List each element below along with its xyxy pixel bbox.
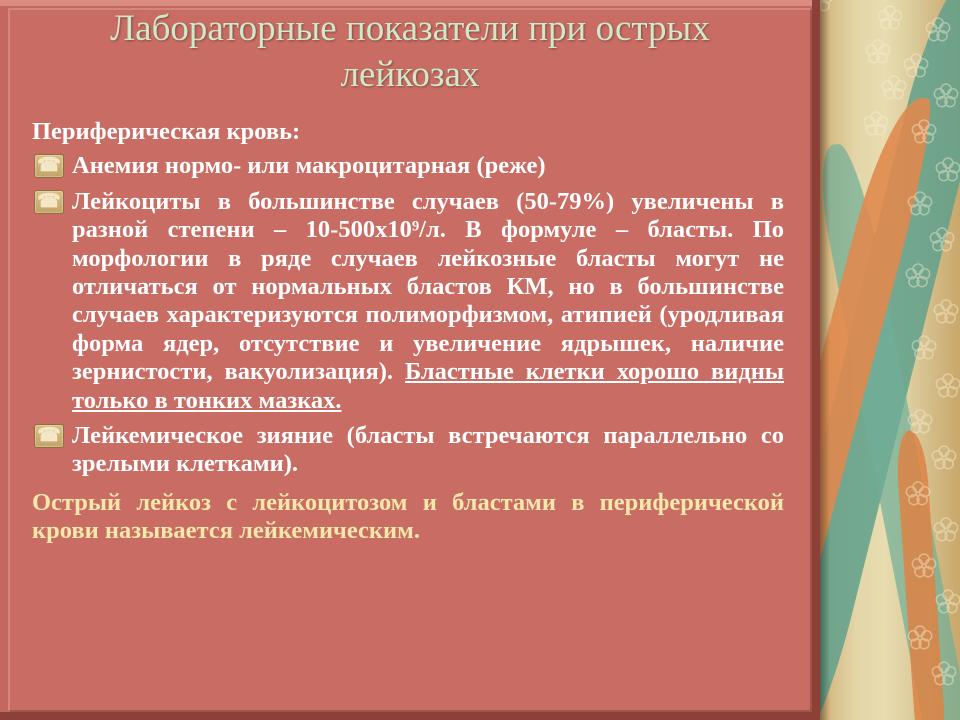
- decorative-side-band: [820, 0, 960, 720]
- telephone-icon: ☎: [34, 424, 64, 448]
- panel-bottom-shadow: [0, 712, 820, 720]
- list-item-label-underlined: Бластные клетки хорошо видны только в тонких мазках.: [72, 358, 785, 414]
- bullet-list: [32, 152, 784, 478]
- slide-body: [32, 118, 784, 546]
- closing-statement: Острый лейкоз с лейкоцитозом и бластами в периферической крови называется лейкемическим.: [32, 488, 784, 545]
- floral-pattern-icon: [820, 0, 960, 720]
- list-item-leukocytes: [32, 188, 784, 415]
- list-item-anemia: [32, 152, 784, 180]
- list-item-label: Лейкемическое зияние (бласты встречаются параллельно со зрелыми клетками).: [72, 422, 784, 478]
- body-lead-text: Периферическая кровь:: [32, 118, 301, 145]
- band-inner-shadow: [820, 0, 830, 720]
- panel-right-shadow: [812, 0, 820, 720]
- list-item-label: Анемия нормо- или макроцитарная (реже): [72, 152, 546, 180]
- list-item-leukemic-gap: [32, 422, 784, 479]
- telephone-icon: ☎: [34, 154, 64, 178]
- telephone-icon: ☎: [34, 190, 64, 214]
- list-item-label: Лейкоциты в большинстве случаев (50-79%) увеличены в разной степени – 10-500х10⁹/л. В формуле – бласты. По морфологии в ряде случаев лейкозные бласты могут не отличаться от нормальных бластов КМ, но в большинстве случаев характеризуются полиморфизмом, атипией (уродливая форма ядер, отсутствие и увеличение ядрышек, наличие зернистости, вакуолизация).: [72, 187, 784, 386]
- slide-title: Лабораторные показатели при острых лейкозах: [110, 8, 710, 96]
